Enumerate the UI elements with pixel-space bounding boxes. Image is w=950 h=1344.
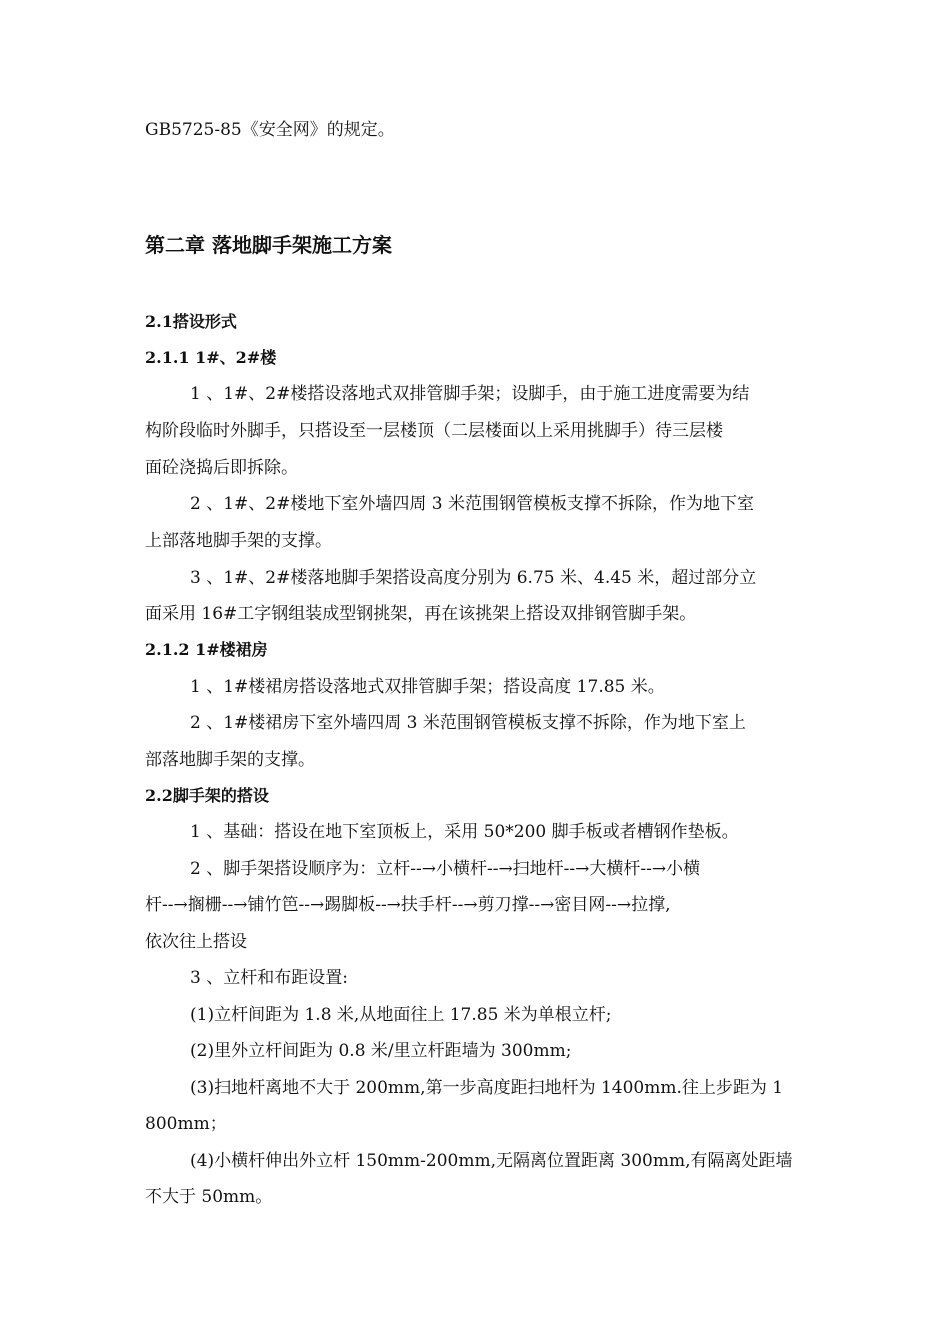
- paragraph-line: (1)立杆间距为 1.8 米,从地面往上 17.85 米为单根立杆;: [190, 1005, 612, 1025]
- paragraph-line: 3 、1#、2#楼落地脚手架搭设高度分别为 6.75 米、4.45 米，超过部分立: [190, 568, 757, 588]
- paragraph-line: 依次往上搭设: [145, 932, 247, 952]
- paragraph-line: 800mm；: [145, 1114, 227, 1134]
- paragraph-line: 2 、1#楼裙房下室外墙四周 3 米范围钢管模板支撑不拆除，作为地下室上: [190, 713, 746, 733]
- subsection-heading: 2.1.2 1#楼裙房: [145, 640, 268, 659]
- paragraph-line: 2 、1#、2#楼地下室外墙四周 3 米范围钢管模板支撑不拆除，作为地下室: [190, 494, 754, 514]
- paragraph-line: 1 、基础：搭设在地下室顶板上，采用 50*200 脚手板或者槽钢作垫板。: [190, 822, 739, 842]
- paragraph-line: GB5725-85《安全网》的规定。: [145, 120, 395, 140]
- section-heading: 2.2脚手架的搭设: [145, 786, 269, 805]
- subsection-heading: 2.1.1 1#、2#楼: [145, 348, 277, 367]
- paragraph-line: 1 、1#、2#楼搭设落地式双排管脚手架；设脚手，由于施工进度需要为结: [190, 384, 750, 404]
- section-heading: 2.1搭设形式: [145, 312, 237, 331]
- paragraph-line: (4)小横杆伸出外立杆 150mm-200mm,无隔离位置距离 300mm,有隔离处距墙: [190, 1151, 793, 1171]
- paragraph-line: 不大于 50mm。: [145, 1187, 273, 1207]
- paragraph-line: (3)扫地杆离地不大于 200mm,第一步高度距扫地杆为 1400mm.往上步距为 1: [190, 1078, 784, 1098]
- paragraph-line: 面采用 16#工字钢组装成型钢挑架，再在该挑架上搭设双排钢管脚手架。: [145, 604, 697, 624]
- paragraph-line: 构阶段临时外脚手，只搭设至一层楼顶（二层楼面以上采用挑脚手）待三层楼: [145, 421, 723, 441]
- paragraph-line: (2)里外立杆间距为 0.8 米/里立杆距墙为 300mm;: [190, 1041, 572, 1061]
- paragraph-line: 2 、脚手架搭设顺序为：立杆--→小横杆--→扫地杆--→大横杆--→小横: [190, 859, 701, 879]
- paragraph-line: 面砼浇捣后即拆除。: [145, 458, 298, 478]
- paragraph-line: 部落地脚手架的支撑。: [145, 750, 315, 770]
- paragraph-line: 杆--→搁栅--→铺竹笆--→踢脚板--→扶手杆--→剪刀撑--→密目网--→拉撑,: [145, 895, 671, 915]
- paragraph-line: 上部落地脚手架的支撑。: [145, 531, 332, 551]
- chapter-title: 第二章 落地脚手架施工方案: [145, 233, 392, 257]
- paragraph-line: 1 、1#楼裙房搭设落地式双排管脚手架；搭设高度 17.85 米。: [190, 677, 665, 697]
- paragraph-line: 3 、立杆和布距设置:: [190, 968, 348, 988]
